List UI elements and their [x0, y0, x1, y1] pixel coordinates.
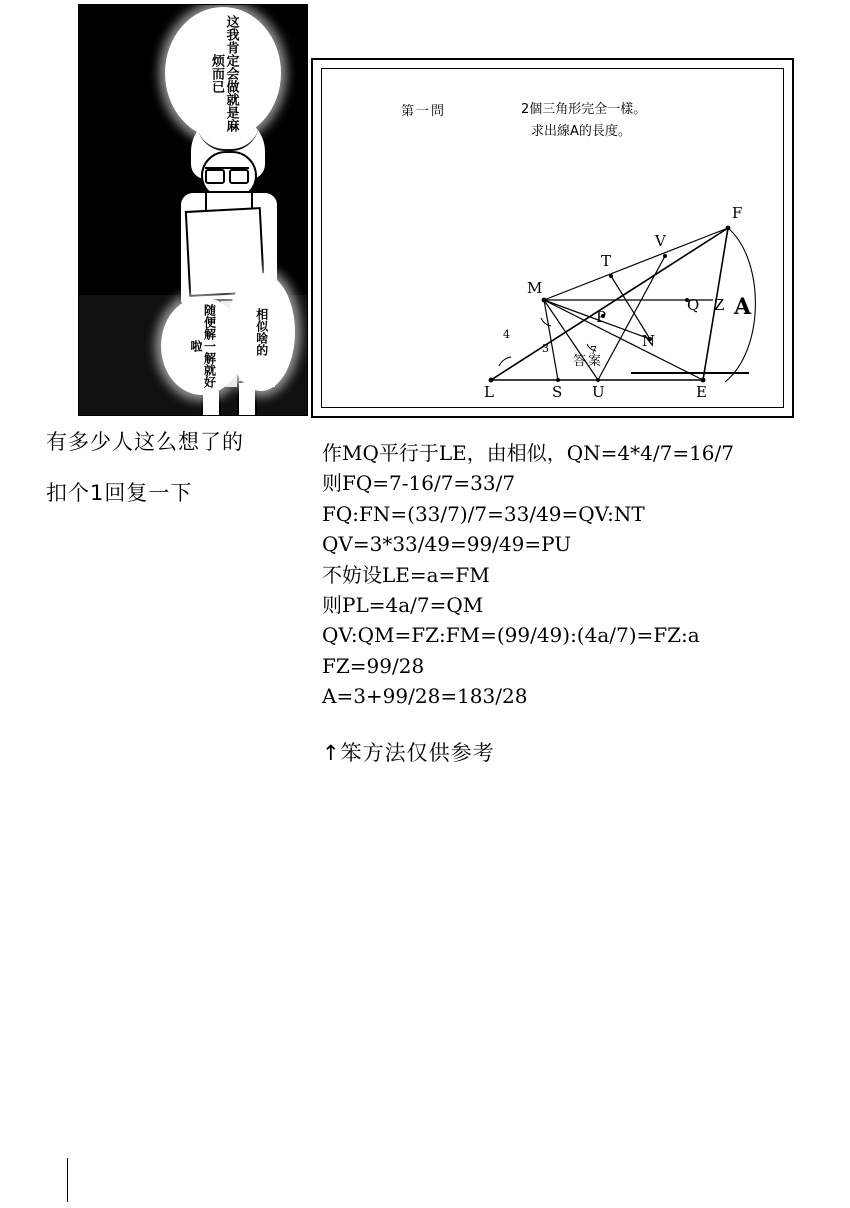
solution-line-4: QV=3*33/49=99/49=PU — [322, 532, 572, 557]
solution-line-6: 则PL=4a/7=QM — [322, 592, 484, 617]
segment-label-3: 3 — [542, 342, 549, 355]
point-label-Q: Q — [687, 296, 700, 314]
geometry-problem-panel — [311, 58, 794, 418]
point-label-Z: Z — [714, 296, 725, 314]
point-label-T: T — [601, 252, 612, 270]
solution-line-8: FZ=99/28 — [322, 653, 425, 678]
problem-statement-line-2: 求出線A的長度。 — [531, 124, 631, 139]
point-label-N: N — [642, 332, 656, 350]
solution-line-7: QV:QM=FZ:FM=(99/49):(4a/7)=FZ:a — [322, 623, 700, 648]
left-comment-line-2: 扣个1回复一下 — [46, 481, 193, 505]
point-label-U: U — [592, 383, 605, 401]
segment-label-4: 4 — [503, 328, 510, 341]
answer-blank-line — [631, 372, 749, 374]
segment-label-7: 7 — [590, 344, 597, 357]
answer-label: 答案 — [573, 354, 604, 369]
geometry-figure — [313, 60, 792, 416]
solution-footnote: ↑笨方法仅供参考 — [322, 740, 495, 765]
point-label-L: L — [484, 383, 494, 401]
left-comment-line-1: 有多少人这么想了的 — [46, 430, 244, 454]
left-comment-block — [46, 432, 308, 534]
glasses-icon — [205, 167, 249, 181]
solution-line-5: 不妨设LE=a=FM — [322, 562, 490, 587]
solution-block — [322, 438, 832, 769]
point-label-E: E — [696, 383, 707, 401]
speech-bubble-middle: 相似啥的 — [227, 273, 295, 391]
point-label-P: P — [596, 308, 607, 326]
point-label-A: A — [734, 294, 752, 320]
point-label-F: F — [732, 204, 743, 222]
solution-line-2: 则FQ=7-16/7=33/7 — [322, 471, 516, 496]
page-corner-mark — [67, 1158, 68, 1202]
solution-line-3: FQ:FN=(33/7)/7=33/49=QV:NT — [322, 501, 645, 526]
speech-bubble-lower: 随便解一解就好啦 — [161, 297, 243, 395]
point-label-M: M — [527, 279, 543, 297]
point-label-S: S — [552, 383, 563, 401]
point-label-V: V — [655, 232, 666, 250]
problem-statement-line-1: 2個三角形完全一樣。 — [521, 102, 647, 117]
manga-panel — [78, 4, 308, 416]
speech-bubble-top: 这我肯定会做就是麻烦而已 — [165, 7, 281, 139]
problem-title: 第一問 — [401, 104, 447, 119]
solution-line-9: A=3+99/28=183/28 — [322, 684, 528, 709]
solution-line-1: 作MQ平行于LE，由相似，QN=4*4/7=16/7 — [322, 441, 734, 465]
